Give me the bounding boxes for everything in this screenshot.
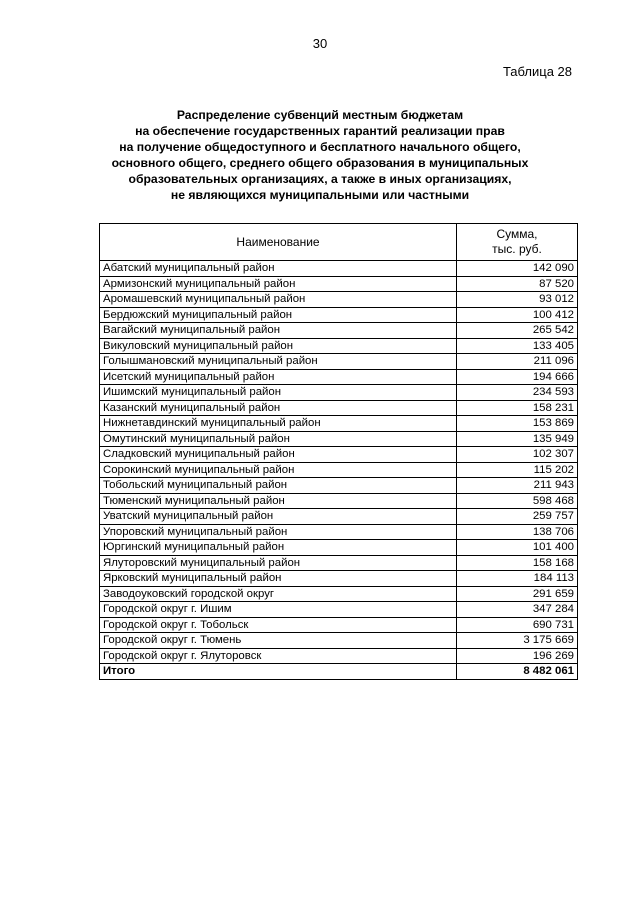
table-row <box>100 555 578 571</box>
row-name: Бердюжский муниципальный район <box>100 307 457 323</box>
table-label: Таблица 28 <box>502 64 572 79</box>
row-sum: 142 090 <box>457 261 578 277</box>
row-sum: 211 096 <box>457 354 578 370</box>
row-sum: 101 400 <box>457 540 578 556</box>
row-sum: 102 307 <box>457 447 578 463</box>
total-label: Итого <box>100 664 457 680</box>
row-name: Заводоуковский городской округ <box>100 586 457 602</box>
table-row <box>100 385 578 401</box>
row-name: Уватский муниципальный район <box>100 509 457 525</box>
table-row <box>100 416 578 432</box>
header-name: Наименование <box>100 224 457 261</box>
subvention-table <box>99 223 578 680</box>
row-sum: 87 520 <box>457 276 578 292</box>
table-row <box>100 617 578 633</box>
row-sum: 259 757 <box>457 509 578 525</box>
row-sum: 690 731 <box>457 617 578 633</box>
table-row <box>100 571 578 587</box>
row-name: Городской округ г. Тюмень <box>100 633 457 649</box>
table-row <box>100 509 578 525</box>
document-title <box>60 107 580 203</box>
row-name: Казанский муниципальный район <box>100 400 457 416</box>
row-sum: 194 666 <box>457 369 578 385</box>
total-sum: 8 482 061 <box>457 664 578 680</box>
row-sum: 93 012 <box>457 292 578 308</box>
table-row <box>100 307 578 323</box>
row-sum: 138 706 <box>457 524 578 540</box>
row-name: Сорокинский муниципальный район <box>100 462 457 478</box>
row-name: Вагайский муниципальный район <box>100 323 457 339</box>
row-sum: 158 231 <box>457 400 578 416</box>
table-row <box>100 524 578 540</box>
table-row <box>100 400 578 416</box>
row-name: Тобольский муниципальный район <box>100 478 457 494</box>
table-row <box>100 602 578 618</box>
row-name: Аромашевский муниципальный район <box>100 292 457 308</box>
title-line: основного общего, среднего общего образования в муниципальных <box>111 156 529 170</box>
row-sum: 598 468 <box>457 493 578 509</box>
row-sum: 291 659 <box>457 586 578 602</box>
table-row <box>100 354 578 370</box>
row-sum: 3 175 669 <box>457 633 578 649</box>
header-sum-line1: Сумма, <box>496 227 538 241</box>
row-name: Исетский муниципальный район <box>100 369 457 385</box>
row-sum: 347 284 <box>457 602 578 618</box>
page-number: 30 <box>312 36 328 51</box>
title-line: образовательных организациях, а также в иных организациях, <box>128 172 512 186</box>
row-name: Нижнетавдинский муниципальный район <box>100 416 457 432</box>
row-name: Викуловский муниципальный район <box>100 338 457 354</box>
table-row <box>100 540 578 556</box>
row-sum: 100 412 <box>457 307 578 323</box>
title-line: на получение общедоступного и бесплатного начального общего, <box>119 140 521 154</box>
table-row <box>100 493 578 509</box>
row-name: Голышмановский муниципальный район <box>100 354 457 370</box>
table-total-row <box>100 664 578 680</box>
table-row <box>100 447 578 463</box>
table-row <box>100 261 578 277</box>
row-sum: 115 202 <box>457 462 578 478</box>
row-name: Сладковский муниципальный район <box>100 447 457 463</box>
table-row <box>100 323 578 339</box>
table-row <box>100 276 578 292</box>
row-name: Абатский муниципальный район <box>100 261 457 277</box>
row-name: Тюменский муниципальный район <box>100 493 457 509</box>
title-line: Распределение субвенций местным бюджетам <box>176 108 464 122</box>
row-name: Омутинский муниципальный район <box>100 431 457 447</box>
title-line: на обеспечение государственных гарантий реализации прав <box>135 124 505 138</box>
row-sum: 184 113 <box>457 571 578 587</box>
table-row <box>100 462 578 478</box>
table-header-row <box>100 224 578 261</box>
table-row <box>100 633 578 649</box>
row-sum: 153 869 <box>457 416 578 432</box>
title-line: не являющихся муниципальными или частными <box>170 188 470 202</box>
row-name: Городской округ г. Тобольск <box>100 617 457 633</box>
row-name: Упоровский муниципальный район <box>100 524 457 540</box>
row-sum: 196 269 <box>457 648 578 664</box>
row-name: Городской округ г. Ишим <box>100 602 457 618</box>
table-row <box>100 338 578 354</box>
table-row <box>100 648 578 664</box>
row-sum: 133 405 <box>457 338 578 354</box>
row-name: Городской округ г. Ялуторовск <box>100 648 457 664</box>
row-sum: 135 949 <box>457 431 578 447</box>
table-body <box>100 261 578 680</box>
row-name: Армизонский муниципальный район <box>100 276 457 292</box>
row-sum: 265 542 <box>457 323 578 339</box>
table-row <box>100 369 578 385</box>
row-sum: 211 943 <box>457 478 578 494</box>
table-row <box>100 586 578 602</box>
row-name: Ялуторовский муниципальный район <box>100 555 457 571</box>
table-row <box>100 478 578 494</box>
row-name: Ишимский муниципальный район <box>100 385 457 401</box>
row-sum: 158 168 <box>457 555 578 571</box>
header-sum <box>457 224 578 261</box>
row-name: Ярковский муниципальный район <box>100 571 457 587</box>
header-sum-line2: тыс. руб. <box>492 242 542 256</box>
row-sum: 234 593 <box>457 385 578 401</box>
table-row <box>100 292 578 308</box>
row-name: Юргинский муниципальный район <box>100 540 457 556</box>
table-row <box>100 431 578 447</box>
